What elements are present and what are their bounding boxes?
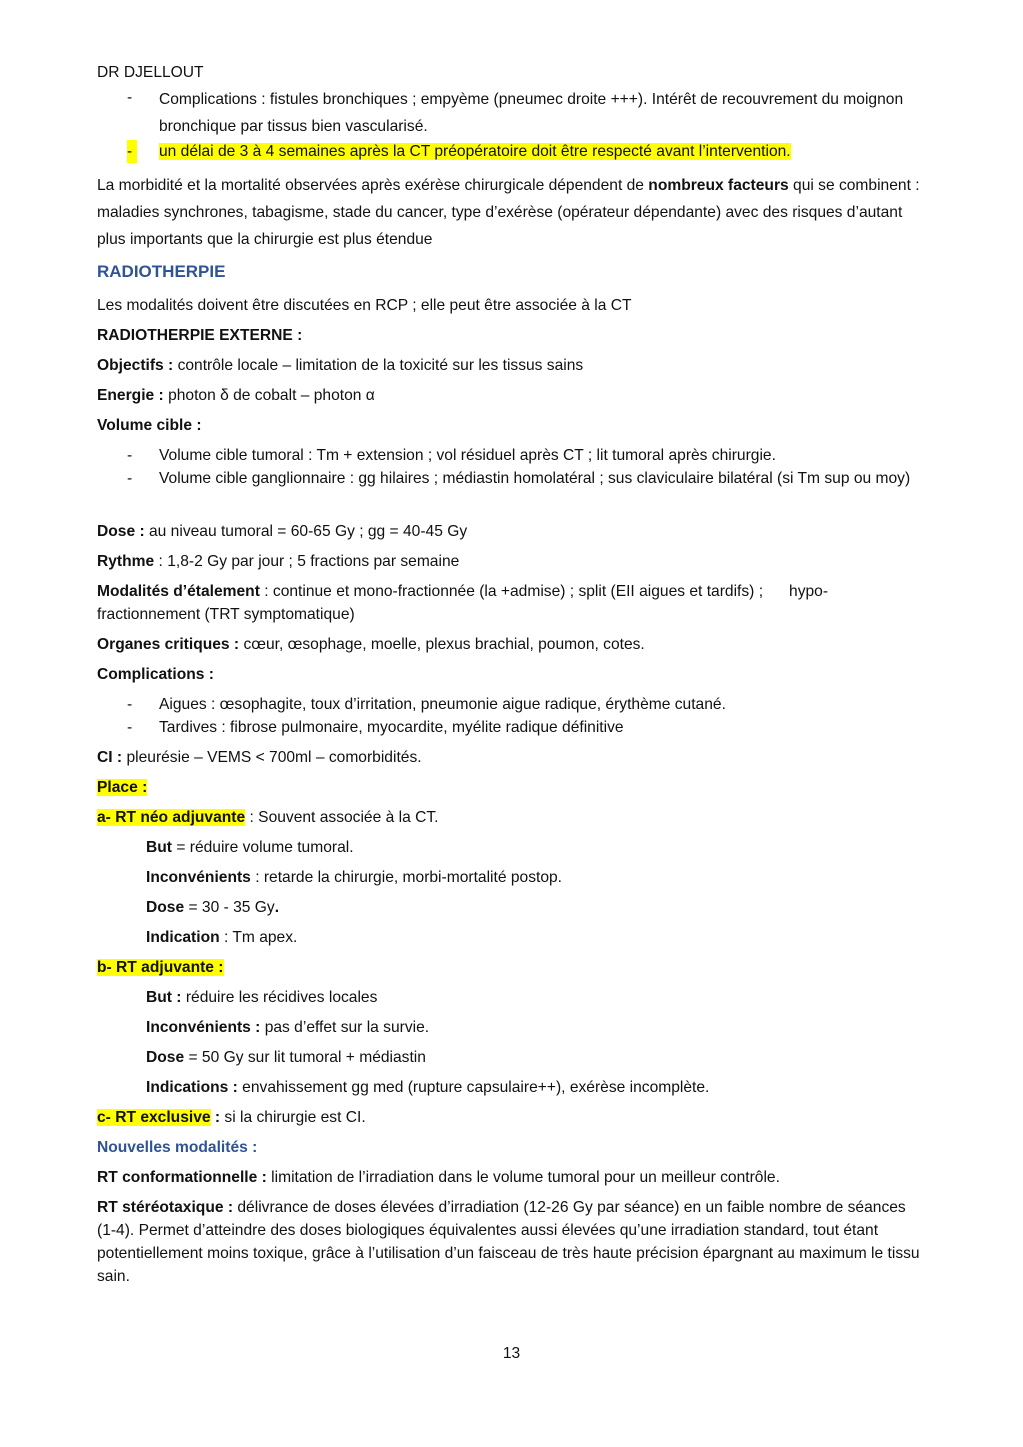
page-number: 13 bbox=[502, 1345, 521, 1362]
complication-item: Aigues : œsophagite, toux d’irritation, pneumonie aigue radique, érythème cutané. bbox=[159, 696, 726, 713]
rt-externe-title: RADIOTHERPIE EXTERNE : bbox=[97, 327, 303, 344]
dose-line: Dose : au niveau tumoral = 60-65 Gy ; gg = 40-45 Gy bbox=[97, 523, 468, 540]
bullet-dash: - bbox=[127, 470, 133, 487]
header-author: DR DJELLOUT bbox=[97, 64, 204, 81]
volume-item: Volume cible ganglionnaire : gg hilaires ; médiastin homolatéral ; sus claviculaire bilatéral (si Tm sup ou moy) bbox=[159, 470, 911, 487]
neo-indication: Indication : Tm apex. bbox=[146, 929, 298, 946]
volume-cible-label: Volume cible : bbox=[97, 417, 202, 434]
bullet-dash: - bbox=[127, 447, 133, 464]
nouvelles-modalites-heading: Nouvelles modalités : bbox=[97, 1139, 258, 1156]
complication-item: Tardives : fibrose pulmonaire, myocardite, myélite radique définitive bbox=[159, 719, 624, 736]
bullet-dash: - bbox=[127, 89, 133, 106]
bullet-dash: - bbox=[127, 719, 133, 736]
ci-line: CI : pleurésie – VEMS < 700ml – comorbidités. bbox=[97, 749, 422, 766]
highlighted-text: un délai de 3 à 4 semaines après la CT préopératoire doit être respecté avant l’intervention. bbox=[159, 143, 791, 160]
neo-adjuvante-line: a- RT néo adjuvante : Souvent associée à la CT. bbox=[97, 809, 439, 826]
bullet-dash: - bbox=[127, 140, 137, 163]
neo-inconvenients: Inconvénients : retarde la chirurgie, morbi-mortalité postop. bbox=[146, 869, 562, 886]
bullet-dash: - bbox=[127, 696, 133, 713]
complications-label: Complications : bbox=[97, 666, 214, 683]
modalites-intro: Les modalités doivent être discutées en RCP ; elle peut être associée à la CT bbox=[97, 297, 632, 314]
adj-dose: Dose = 50 Gy sur lit tumoral + médiastin bbox=[146, 1049, 426, 1066]
neo-but: But = réduire volume tumoral. bbox=[146, 839, 354, 856]
energie-line: Energie : photon δ de cobalt – photon α bbox=[97, 387, 375, 404]
exclusive-line: c- RT exclusive : si la chirurgie est CI. bbox=[97, 1109, 366, 1126]
adj-indications: Indications : envahissement gg med (rupture capsulaire++), exérèse incomplète. bbox=[146, 1079, 710, 1096]
adjuvante-label: b- RT adjuvante : bbox=[97, 959, 224, 976]
organes-line: Organes critiques : cœur, œsophage, moelle, plexus brachial, poumon, cotes. bbox=[97, 636, 645, 653]
bullet-delai bbox=[159, 140, 929, 163]
volume-item: Volume cible tumoral : Tm + extension ; vol résiduel après CT ; lit tumoral après chirurgie. bbox=[159, 447, 776, 464]
bold-text: nombreux facteurs bbox=[648, 177, 789, 194]
morbidity-paragraph: La morbidité et la mortalité observées après exérèse chirurgicale dépendent de nombreux facteurs qui se combinent : maladies synchrones, tabagisme, stade du cancer, type d’exérèse (opérateur dépendante) avec des risques d’autant plus importants que la chirurgie est plus étendue bbox=[97, 177, 920, 248]
adj-inconvenients: Inconvénients : pas d’effet sur la survie. bbox=[146, 1019, 430, 1036]
bullet-complications: Complications : fistules bronchiques ; empyème (pneumec droite +++). Intérêt de recouvrement du moignon bronchique par tissus bien vascularisé. bbox=[159, 91, 904, 135]
place-label: Place : bbox=[97, 779, 148, 796]
adj-but: But : réduire les récidives locales bbox=[146, 989, 378, 1006]
neo-dose: Dose = 30 - 35 Gy. bbox=[146, 899, 280, 916]
objectifs-line: Objectifs : contrôle locale – limitation de la toxicité sur les tissus sains bbox=[97, 357, 584, 374]
stereotaxique-paragraph: RT stéréotaxique : délivrance de doses élevées d’irradiation (12-26 Gy par séance) en un faible nombre de séances (1-4). Permet d’atteindre des doses biologiques équivalentes aussi élevées qu’une irradiation standard, tout étant potentiellement moins toxique, grâce à l’utilisation d’un faisceau de très haute précision épargnant au maximum le tissu sain. bbox=[97, 1199, 920, 1285]
conformationnelle-line: RT conformationnelle : limitation de l’irradiation dans le volume tumoral pour un meilleur contrôle. bbox=[97, 1169, 780, 1186]
rythme-line: Rythme : 1,8-2 Gy par jour ; 5 fractions par semaine bbox=[97, 553, 460, 570]
section-title: RADIOTHERPIE bbox=[97, 262, 226, 281]
etalement-line: Modalités d’étalement : continue et mono-fractionnée (la +admise) ; split (EII aigues et tardifs) ; hypo-fractionnement (TRT symptomatique) bbox=[97, 583, 829, 623]
